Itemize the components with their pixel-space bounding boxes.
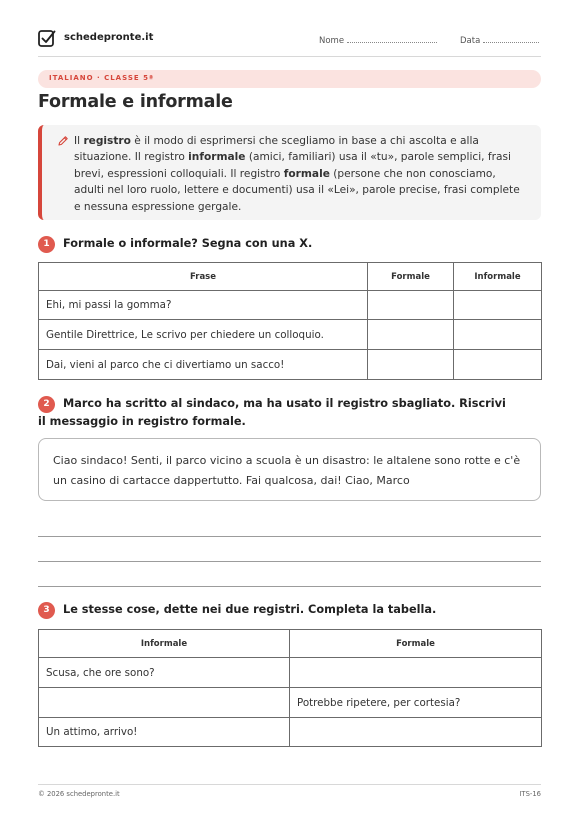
table-row [39,718,542,747]
table-row [39,658,542,688]
exercise-2-title: Marco ha scritto al sindaco, ma ha usato il registro sbagliato. Riscrivi il messaggio in registro formale. [38,397,506,428]
column-header: Formale [368,263,454,291]
sentence-cell: Dai, vieni al parco che ci divertiamo un sacco! [39,350,368,380]
column-header: Formale [290,630,542,658]
exercise-3-heading [38,601,436,619]
formale-checkbox-cell[interactable] [368,291,454,320]
checkbox-icon [38,28,56,48]
name-label: Nome [319,36,345,46]
writing-line[interactable] [38,586,541,587]
informale-answer-cell[interactable] [39,688,290,718]
info-box [38,125,541,220]
informale-checkbox-cell[interactable] [454,350,542,380]
subject-label: ITALIANO · CLASSE 5ª [49,74,154,82]
formale-answer-cell[interactable] [290,718,542,747]
footer-code: ITS-16 [519,790,541,798]
table-row [39,350,542,380]
original-message: Ciao sindaco! Senti, il parco vicino a scuola è un disastro: le altalene sono rotte e c'è un casino di cartacce dappertutto. Fai qualcosa, dai! Ciao, Marco [53,454,521,487]
page-title: Formale e informale [38,92,233,112]
formale-checkbox-cell[interactable] [368,350,454,380]
table-row [39,291,542,320]
formale-cell: Potrebbe ripetere, per cortesia? [290,688,542,718]
table-row [39,320,542,350]
formale-checkbox-cell[interactable] [368,320,454,350]
column-header: Frase [39,263,368,291]
name-field[interactable] [319,34,437,46]
footer-divider [38,784,541,785]
exercise-3-table [38,629,542,747]
exercise-3-title: Le stesse cose, dette nei due registri. Completa la tabella. [63,603,437,616]
writing-line[interactable] [38,561,541,562]
sentence-cell: Gentile Direttrice, Le scrivo per chiedere un colloquio. [39,320,368,350]
subject-pill [38,70,541,88]
table-header-row [39,630,542,658]
table-header-row [39,263,542,291]
exercise-number-badge: 1 [38,236,55,253]
writing-line[interactable] [38,536,541,537]
informale-cell: Un attimo, arrivo! [39,718,290,747]
name-line [347,34,437,43]
informale-cell: Scusa, che ore sono? [39,658,290,688]
date-line [483,34,539,43]
date-field[interactable] [460,34,539,46]
sentence-cell: Ehi, mi passi la gomma? [39,291,368,320]
informale-checkbox-cell[interactable] [454,291,542,320]
exercise-1-title: Formale o informale? Segna con una X. [63,237,313,250]
column-header: Informale [454,263,542,291]
message-box [38,438,541,501]
informale-checkbox-cell[interactable] [454,320,542,350]
info-text: Il registro è il modo di esprimersi che scegliamo in base a chi ascolta e alla situazione. Il registro informale (amici, familiari) usa il «tu», parole semplici, frasi brevi, espressioni colloquiali. Il registro formale (persone che non conosciamo, adulti nel loro ruolo, lettere e documenti) usa il «Lei», parole precise, frasi complete e nessuna espressione gergale. [74,135,520,213]
date-label: Data [460,36,481,46]
pencil-icon [57,135,69,147]
exercise-1-table [38,262,542,380]
exercise-number-badge: 3 [38,602,55,619]
exercise-number-badge: 2 [38,396,55,413]
site-logo-text: schedepronte.it [64,32,154,43]
table-row [39,688,542,718]
exercise-2-heading [38,395,508,431]
footer-copyright: © 2026 schedepronte.it [38,790,120,798]
header-divider [38,56,541,57]
header [38,28,541,54]
formale-answer-cell[interactable] [290,658,542,688]
column-header: Informale [39,630,290,658]
exercise-1-heading [38,235,312,253]
